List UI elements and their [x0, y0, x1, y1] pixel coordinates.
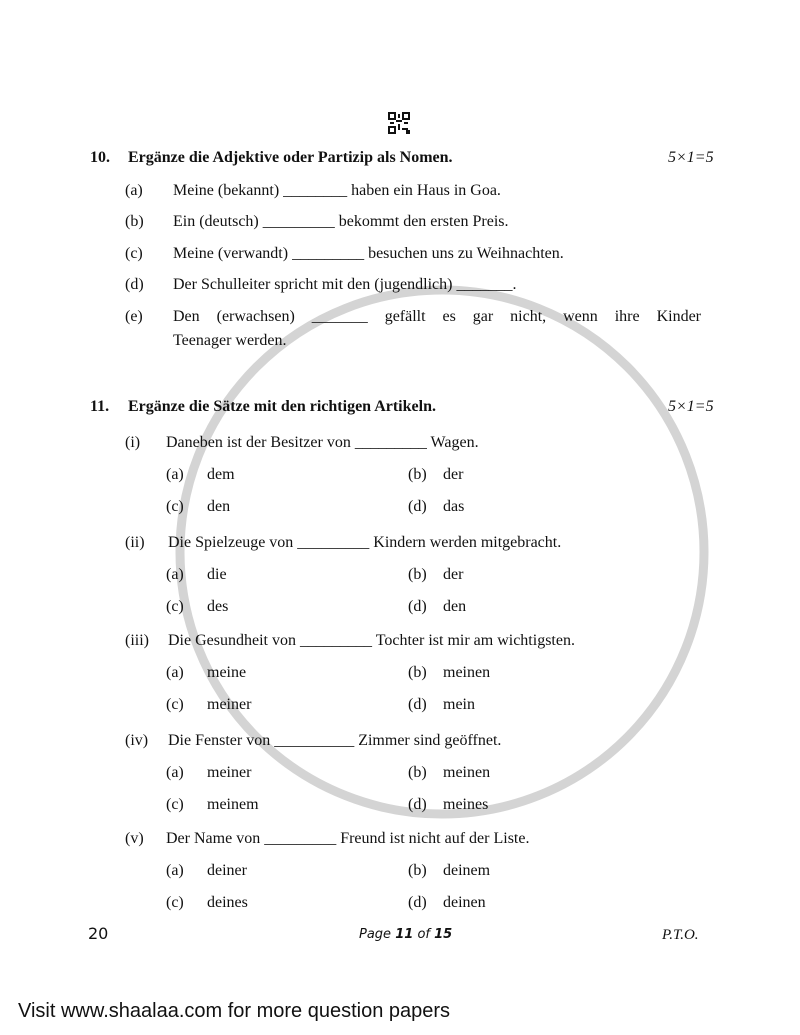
option-label: (a)	[166, 466, 184, 483]
option-text: meiner	[207, 764, 252, 781]
option-text: des	[207, 598, 229, 615]
item-text-continued: Teenager werden.	[173, 332, 287, 349]
question-marks: 5×1=5	[668, 398, 714, 415]
option-text: die	[207, 566, 227, 583]
option-label: (c)	[166, 598, 184, 615]
item-text: Meine (verwandt) _________ besuchen uns zu Weihnachten.	[173, 245, 564, 262]
page-prefix: Page	[359, 927, 392, 942]
option-text: meinen	[443, 664, 491, 681]
option-text: meine	[207, 664, 247, 681]
item-label: (v)	[125, 830, 144, 847]
item-text: Der Name von _________ Freund ist nicht auf der Liste.	[166, 830, 530, 847]
page-code: 20	[88, 924, 109, 943]
qr-code-icon	[388, 112, 410, 134]
option-label: (a)	[166, 764, 184, 781]
option-text: deinen	[443, 894, 486, 911]
option-label: (a)	[166, 566, 184, 583]
item-text: Ein (deutsch) _________ bekommt den ersten Preis.	[173, 213, 509, 230]
item-label: (e)	[125, 308, 143, 325]
option-label: (b)	[408, 862, 427, 879]
question-marks: 5×1=5	[668, 149, 714, 166]
item-label: (c)	[125, 245, 143, 262]
option-label: (d)	[408, 696, 427, 713]
option-label: (b)	[408, 566, 427, 583]
option-text: den	[207, 498, 231, 515]
option-text: der	[443, 566, 464, 583]
option-label: (c)	[166, 498, 184, 515]
option-text: deinem	[443, 862, 491, 879]
option-text: mein	[443, 696, 475, 713]
option-text: deiner	[207, 862, 247, 879]
item-text: Den (erwachsen) _______ gefällt es gar nicht, wenn ihre Kinder	[173, 308, 701, 325]
item-label: (i)	[125, 434, 141, 451]
item-label: (iv)	[125, 732, 149, 749]
option-text: meinen	[443, 764, 491, 781]
option-text: dem	[207, 466, 235, 483]
item-label: (d)	[125, 276, 144, 293]
page-total: 15	[434, 927, 453, 942]
option-text: das	[443, 498, 465, 515]
option-label: (d)	[408, 498, 427, 515]
item-text: Die Spielzeuge von _________ Kindern werden mitgebracht.	[168, 534, 562, 551]
item-text: Daneben ist der Besitzer von _________ Wagen.	[166, 434, 479, 451]
option-label: (c)	[166, 796, 184, 813]
item-text: Die Fenster von __________ Zimmer sind geöffnet.	[168, 732, 502, 749]
shaalaa-banner: Visit www.shaalaa.com for more question papers	[18, 1000, 451, 1022]
question-number: 10.	[90, 149, 110, 166]
option-text: meines	[443, 796, 489, 813]
option-label: (a)	[166, 664, 184, 681]
pto-label: P.T.O.	[662, 927, 699, 943]
option-label: (b)	[408, 664, 427, 681]
option-label: (a)	[166, 862, 184, 879]
option-text: meinem	[207, 796, 259, 813]
item-text: Meine (bekannt) ________ haben ein Haus in Goa.	[173, 182, 501, 199]
item-text: Der Schulleiter spricht mit den (jugendlich) _______.	[173, 276, 517, 293]
option-text: den	[443, 598, 467, 615]
page-number	[359, 926, 452, 944]
page-current: 11	[395, 927, 414, 942]
item-label: (a)	[125, 182, 143, 199]
option-text: der	[443, 466, 464, 483]
option-text: deines	[207, 894, 248, 911]
option-label: (c)	[166, 696, 184, 713]
question-number: 11.	[90, 398, 110, 415]
option-label: (d)	[408, 598, 427, 615]
item-label: (iii)	[125, 632, 149, 649]
option-label: (b)	[408, 764, 427, 781]
option-label: (c)	[166, 894, 184, 911]
item-label: (b)	[125, 213, 144, 230]
item-label: (ii)	[125, 534, 145, 551]
question-title: Ergänze die Sätze mit den richtigen Artikeln.	[128, 398, 436, 415]
page-of: of	[417, 927, 430, 942]
option-label: (d)	[408, 894, 427, 911]
option-label: (d)	[408, 796, 427, 813]
option-label: (b)	[408, 466, 427, 483]
question-title: Ergänze die Adjektive oder Partizip als Nomen.	[128, 149, 453, 166]
option-text: meiner	[207, 696, 252, 713]
item-text: Die Gesundheit von _________ Tochter ist mir am wichtigsten.	[168, 632, 575, 649]
